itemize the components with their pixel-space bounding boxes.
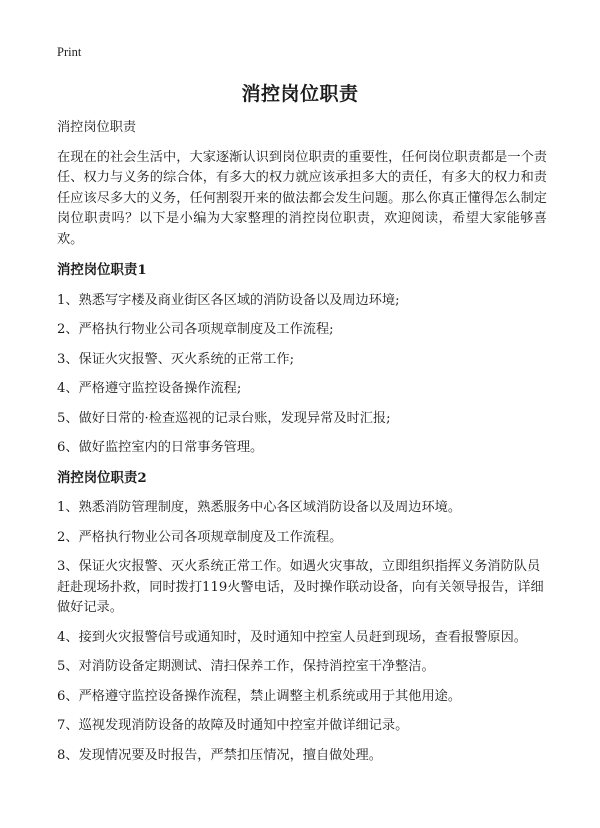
list-item: 1、熟悉写字楼及商业街区各区域的消防设备以及周边环境; — [57, 292, 400, 308]
list-item: 6、做好监控室内的日常事务管理。 — [57, 440, 264, 455]
section-heading: 消控岗位职责1 — [57, 262, 147, 278]
page-title: 消控岗位职责 — [241, 83, 359, 105]
list-item: 5、对消防设备定期测试、清扫保养工作，保持消控室干净整洁。 — [57, 659, 435, 674]
list-item: 7、巡视发现消防设备的故障及时通知中控室并做详细记录。 — [57, 718, 409, 733]
print-link[interactable]: Print — [57, 45, 82, 59]
list-item: 4、接到火灾报警信号或通知时，及时通知中控室人员赶到现场，查看报警原因。 — [57, 629, 527, 645]
document-body — [57, 118, 547, 775]
document-subtitle: 消控岗位职责 — [57, 120, 137, 135]
section-duties-2 — [57, 468, 547, 767]
list-item: 3、保证火灾报警、灭火系统正常工作。如遇火灾事故，立即组织指挥义务消防队员赶赴现场扑救，同时拨打119火警电话，及时操作联动设备，向有关领导报告，详细做好记录。 — [57, 559, 544, 615]
list-item: 1、熟悉消防管理制度，熟悉服务中心各区域消防设备以及周边环境。 — [57, 500, 462, 515]
list-item: 2、严格执行物业公司各项规章制度及工作流程; — [57, 322, 334, 337]
list-item: 8、发现情况要及时报告，严禁扣压情况，擅自做处理。 — [57, 747, 382, 763]
list-item: 5、做好日常的·检查巡视的记录台账，发现异常及时汇报; — [57, 410, 391, 426]
list-item: 4、严格遵守监控设备操作流程; — [57, 381, 242, 396]
list-item: 2、严格执行物业公司各项规章制度及工作流程。 — [57, 529, 343, 545]
section-heading: 消控岗位职责2 — [57, 469, 147, 486]
list-item: 3、保证火灾报警、灭火系统的正常工作; — [57, 351, 295, 367]
section-duties-1 — [57, 260, 547, 459]
list-item: 6、严格遵守监控设备操作流程，禁止调整主机系统或用于其他用途。 — [57, 688, 462, 704]
intro-paragraph: 在现在的社会生活中，大家逐渐认识到岗位职责的重要性，任何岗位职责都是一个责任、权力与义务的综合体，有多大的权力就应该承担多大的责任，有多大的权力和责任应该尽多大的义务，任何割裂开来的做法都会发生问题。那么你真正懂得怎么制定岗位职责吗？以下是小编为大家整理的消控岗位职责，欢迎阅读，希望大家能够喜欢。 — [57, 149, 547, 247]
